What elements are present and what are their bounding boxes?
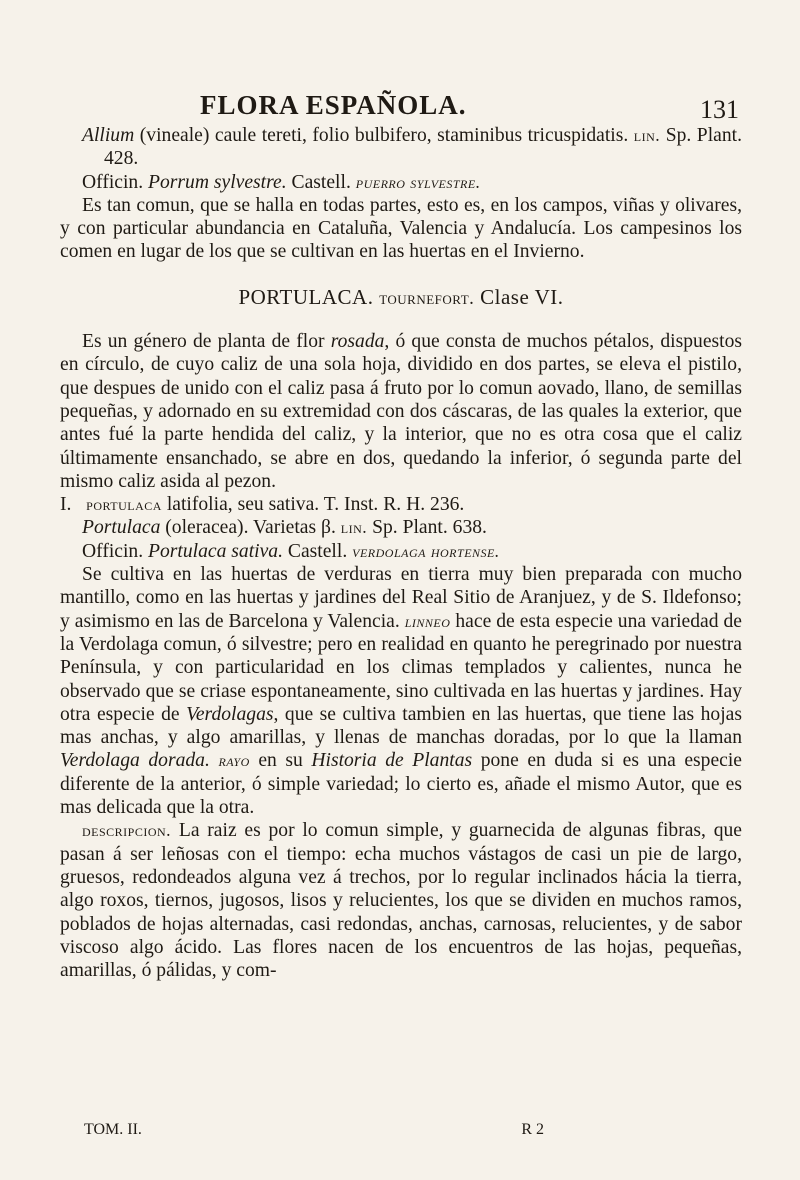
allium-entry [60,124,742,171]
body-text [60,124,742,982]
officin-label: Officin. [82,171,149,193]
cultivation-paragraph [60,563,742,819]
species-entry [60,493,742,516]
rosada-term: rosada [330,331,385,353]
genus-heading [60,286,742,310]
synonym-lin: lin. [340,517,368,538]
genus-class: Clase VI. [480,284,564,309]
puerro-vernacular: puerro sylvestre. [355,171,481,192]
species-synonym [60,516,742,539]
porrum-name: Porrum sylvestre. [148,171,287,193]
historia-title: Historia de Plantas [311,750,473,772]
page-number: 131 [700,95,739,124]
cult-part: en su [249,750,312,772]
species-officin [60,540,742,563]
rayo-name: rayo [218,750,250,771]
signature-mark: R 2 [521,1121,544,1138]
officin-label: Officin. [82,540,149,562]
synonym-ref: Sp. Plant. 638. [367,517,487,539]
castell-label: Castell. [283,540,353,562]
synonym-name: Portulaca [82,517,161,539]
species-genus: portulaca [86,494,162,515]
castell-label: Castell. [286,171,356,193]
desc-part: Es un género de planta de flor [82,331,331,353]
cult-part: pone en duda si es una especie diferente de la anterior, ó simple variedad; lo cierto es, añade el mismo Autor, que es mas delicada que la otra. [60,750,742,819]
allium-lin: lin. [633,125,661,145]
cult-part: hace de esta especie una variedad de la Verdolaga comun, ó silvestre; pero en realidad en quanto he peregrinado por nuestra Península, y con particularidad en los climas templados y calientes, nunca he observado que se criase espontaneamente, sino cultivada en las huertas y jardines. Hay otra especie de [60,610,742,725]
allium-officin [60,171,742,194]
genus-name: PORTULACA. [238,284,374,309]
descripcion-label: descripcion. [82,820,172,841]
allium-ref: Sp. Plant. 428. [104,125,742,170]
desc-part: , ó que consta de muchos pétalos, dispuestos en círculo, de cuyo caliz de una sola hoja, dividido en dos partes, se eleva el pistilo, que despues de unido con el caliz pasa á fruto por lo comun aovado, llano, de semillas pequeñas, y adornado en su extremidad con dos cáscaras, de las quales la exterior, que antes fué la parte hendida del caliz, y la interior, que no es otra cosa que el caliz últimamente ensanchado, se abre en dos, quedando la inferior, ó segunda parte del mismo caliz asida al pezon. [60,331,743,492]
genus-description [60,330,742,493]
portulaca-sativa-name: Portulaca sativa. [148,540,283,562]
verdolagas-term: Verdolagas [186,703,274,725]
synonym-text: (oleracea). Varietas β. [160,517,341,539]
description-text: La raiz es por lo comun simple, y guarnecida de algunas fibras, que pasan á ser leñosas con el tiempo: echa muchos vástagos de casi un pie de largo, gruesos, redondeados alguna vez á trechos, por lo regular inclinados hácia la tierra, algo roxos, tiernos, jugosos, lisos y relucientes, los que se dividen en muchos ramos, poblados de hojas alternadas, casi redondas, anchas, carnosas, relucientes, y de sabor viscoso algo ácido. Las flores nacen de los encuentros de las hojas, pequeñas, amarillas, ó pálidas, y com- [60,820,742,982]
running-head: FLORA ESPAÑOLA. [200,90,467,120]
page-footer [84,1121,544,1139]
verdolaga-dorada-term: Verdolaga dorada. [60,750,210,772]
species-number: I. [60,494,72,516]
verdolaga-vernacular: verdolaga hortense. [352,540,500,561]
cult-part: , que se cultiva tambien en las huertas, que tiene las hojas mas anchas, y algo amarillas, y llenas de manchas doradas, por lo que la llaman [60,703,742,749]
allium-diagnosis: (vineale) caule tereti, folio bulbifero, staminibus tricuspidatis. [134,125,634,146]
genus-author: tournefort. [379,287,475,309]
allium-habitat: Es tan comun, que se halla en todas partes, esto es, en los campos, viñas y olivares, y con particular abundancia en Cataluña, Valencia y Andalucía. Los campesinos los comen en lugar de los que se cultivan en las huertas en el Invierno. [60,194,742,263]
allium-name: Allium [82,125,135,146]
cult-part: Se cultiva en las huertas de verduras en tierra muy bien preparada con mucho mantillo, como en las huertas y jardines del Real Sitio de Aranjuez, y de S. Ildefonso; y asimismo en las de Barcelona y Valencia. [60,564,742,632]
linneo-name: linneo [404,610,451,631]
volume-label: TOM. II. [84,1121,142,1138]
description-paragraph [60,819,742,982]
species-text: latifolia, seu sativa. T. Inst. R. H. 236. [161,494,465,516]
